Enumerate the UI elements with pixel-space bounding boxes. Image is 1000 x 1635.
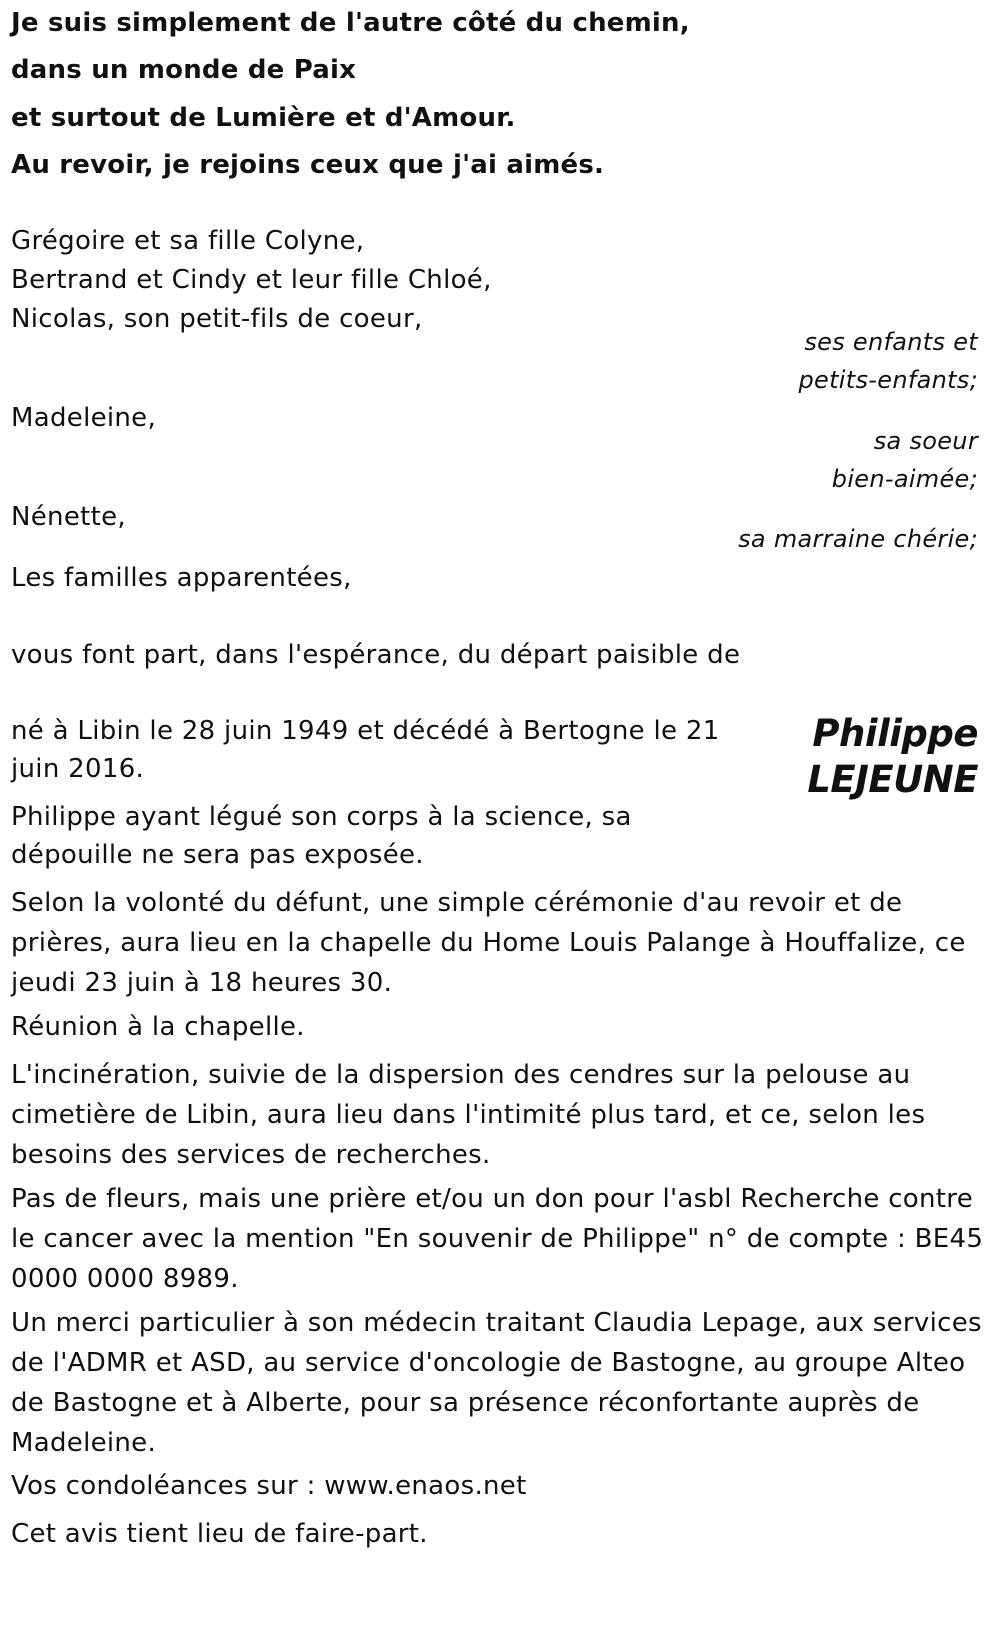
family-children-line: Bertrand et Cindy et leur fille Chloé,: [11, 265, 492, 295]
cremation-paragraph: L'incinération, suivie de la dispersion des cendres sur la pelouse au cimetière de Libin, aura lieu dans l'intimité plus tard, et ce, selon les besoins des services de recherches.: [11, 1060, 926, 1170]
family-children-line: Grégoire et sa fille Colyne,: [11, 226, 365, 256]
body-donation-line: Philippe ayant légué son corps à la science, sa: [11, 802, 632, 832]
announcement: vous font part, dans l'espérance, du départ paisible de: [11, 640, 741, 670]
family-children-line: Nicolas, son petit-fils de coeur,: [11, 304, 423, 334]
children-role: ses enfants et: [804, 328, 978, 356]
deceased-first-name: Philippe: [812, 712, 978, 755]
poem-line: et surtout de Lumière et d'Amour.: [11, 103, 516, 133]
body-donation-line: dépouille ne sera pas exposée.: [11, 840, 424, 870]
sister-role: bien-aimée;: [831, 465, 978, 493]
birth-death-line: né à Libin le 28 juin 1949 et décédé à Bertogne le 21: [11, 716, 720, 746]
donation-paragraph: Pas de fleurs, mais une prière et/ou un don pour l'asbl Recherche contre le cancer avec la mention "En souvenir de Philippe" n° de compte : BE45 0000 0000 8989.: [11, 1184, 984, 1294]
meeting-paragraph: Réunion à la chapelle.: [11, 1012, 305, 1042]
godmother-role: sa marraine chérie;: [738, 525, 978, 553]
sister-role: sa soeur: [873, 427, 978, 455]
ceremony-paragraph: Selon la volonté du défunt, une simple cérémonie d'au revoir et de prières, aura lieu en la chapelle du Home Louis Palange à Houffalize, ce jeudi 23 juin à 18 heures 30.: [11, 888, 966, 998]
deceased-last-name: LEJEUNE: [807, 758, 978, 801]
children-role: petits-enfants;: [798, 366, 978, 394]
poem-line: dans un monde de Paix: [11, 55, 357, 85]
thanks-paragraph: Un merci particulier à son médecin traitant Claudia Lepage, aux services de l'ADMR et ASD, au service d'oncologie de Bastogne, au groupe Alteo de Bastogne et à Alberte, pour sa présence réconfortante auprès de Madeleine.: [11, 1308, 982, 1458]
notice-paragraph: Cet avis tient lieu de faire-part.: [11, 1519, 428, 1549]
condolences-paragraph: Vos condoléances sur : www.enaos.net: [11, 1471, 527, 1501]
family-relatives: Les familles apparentées,: [11, 563, 352, 593]
birth-death-line: juin 2016.: [11, 754, 145, 784]
family-sister: Madeleine,: [11, 403, 157, 433]
family-godmother: Nénette,: [11, 502, 126, 532]
poem-line: Je suis simplement de l'autre côté du chemin,: [11, 8, 690, 38]
poem-line: Au revoir, je rejoins ceux que j'ai aimés.: [11, 150, 605, 180]
